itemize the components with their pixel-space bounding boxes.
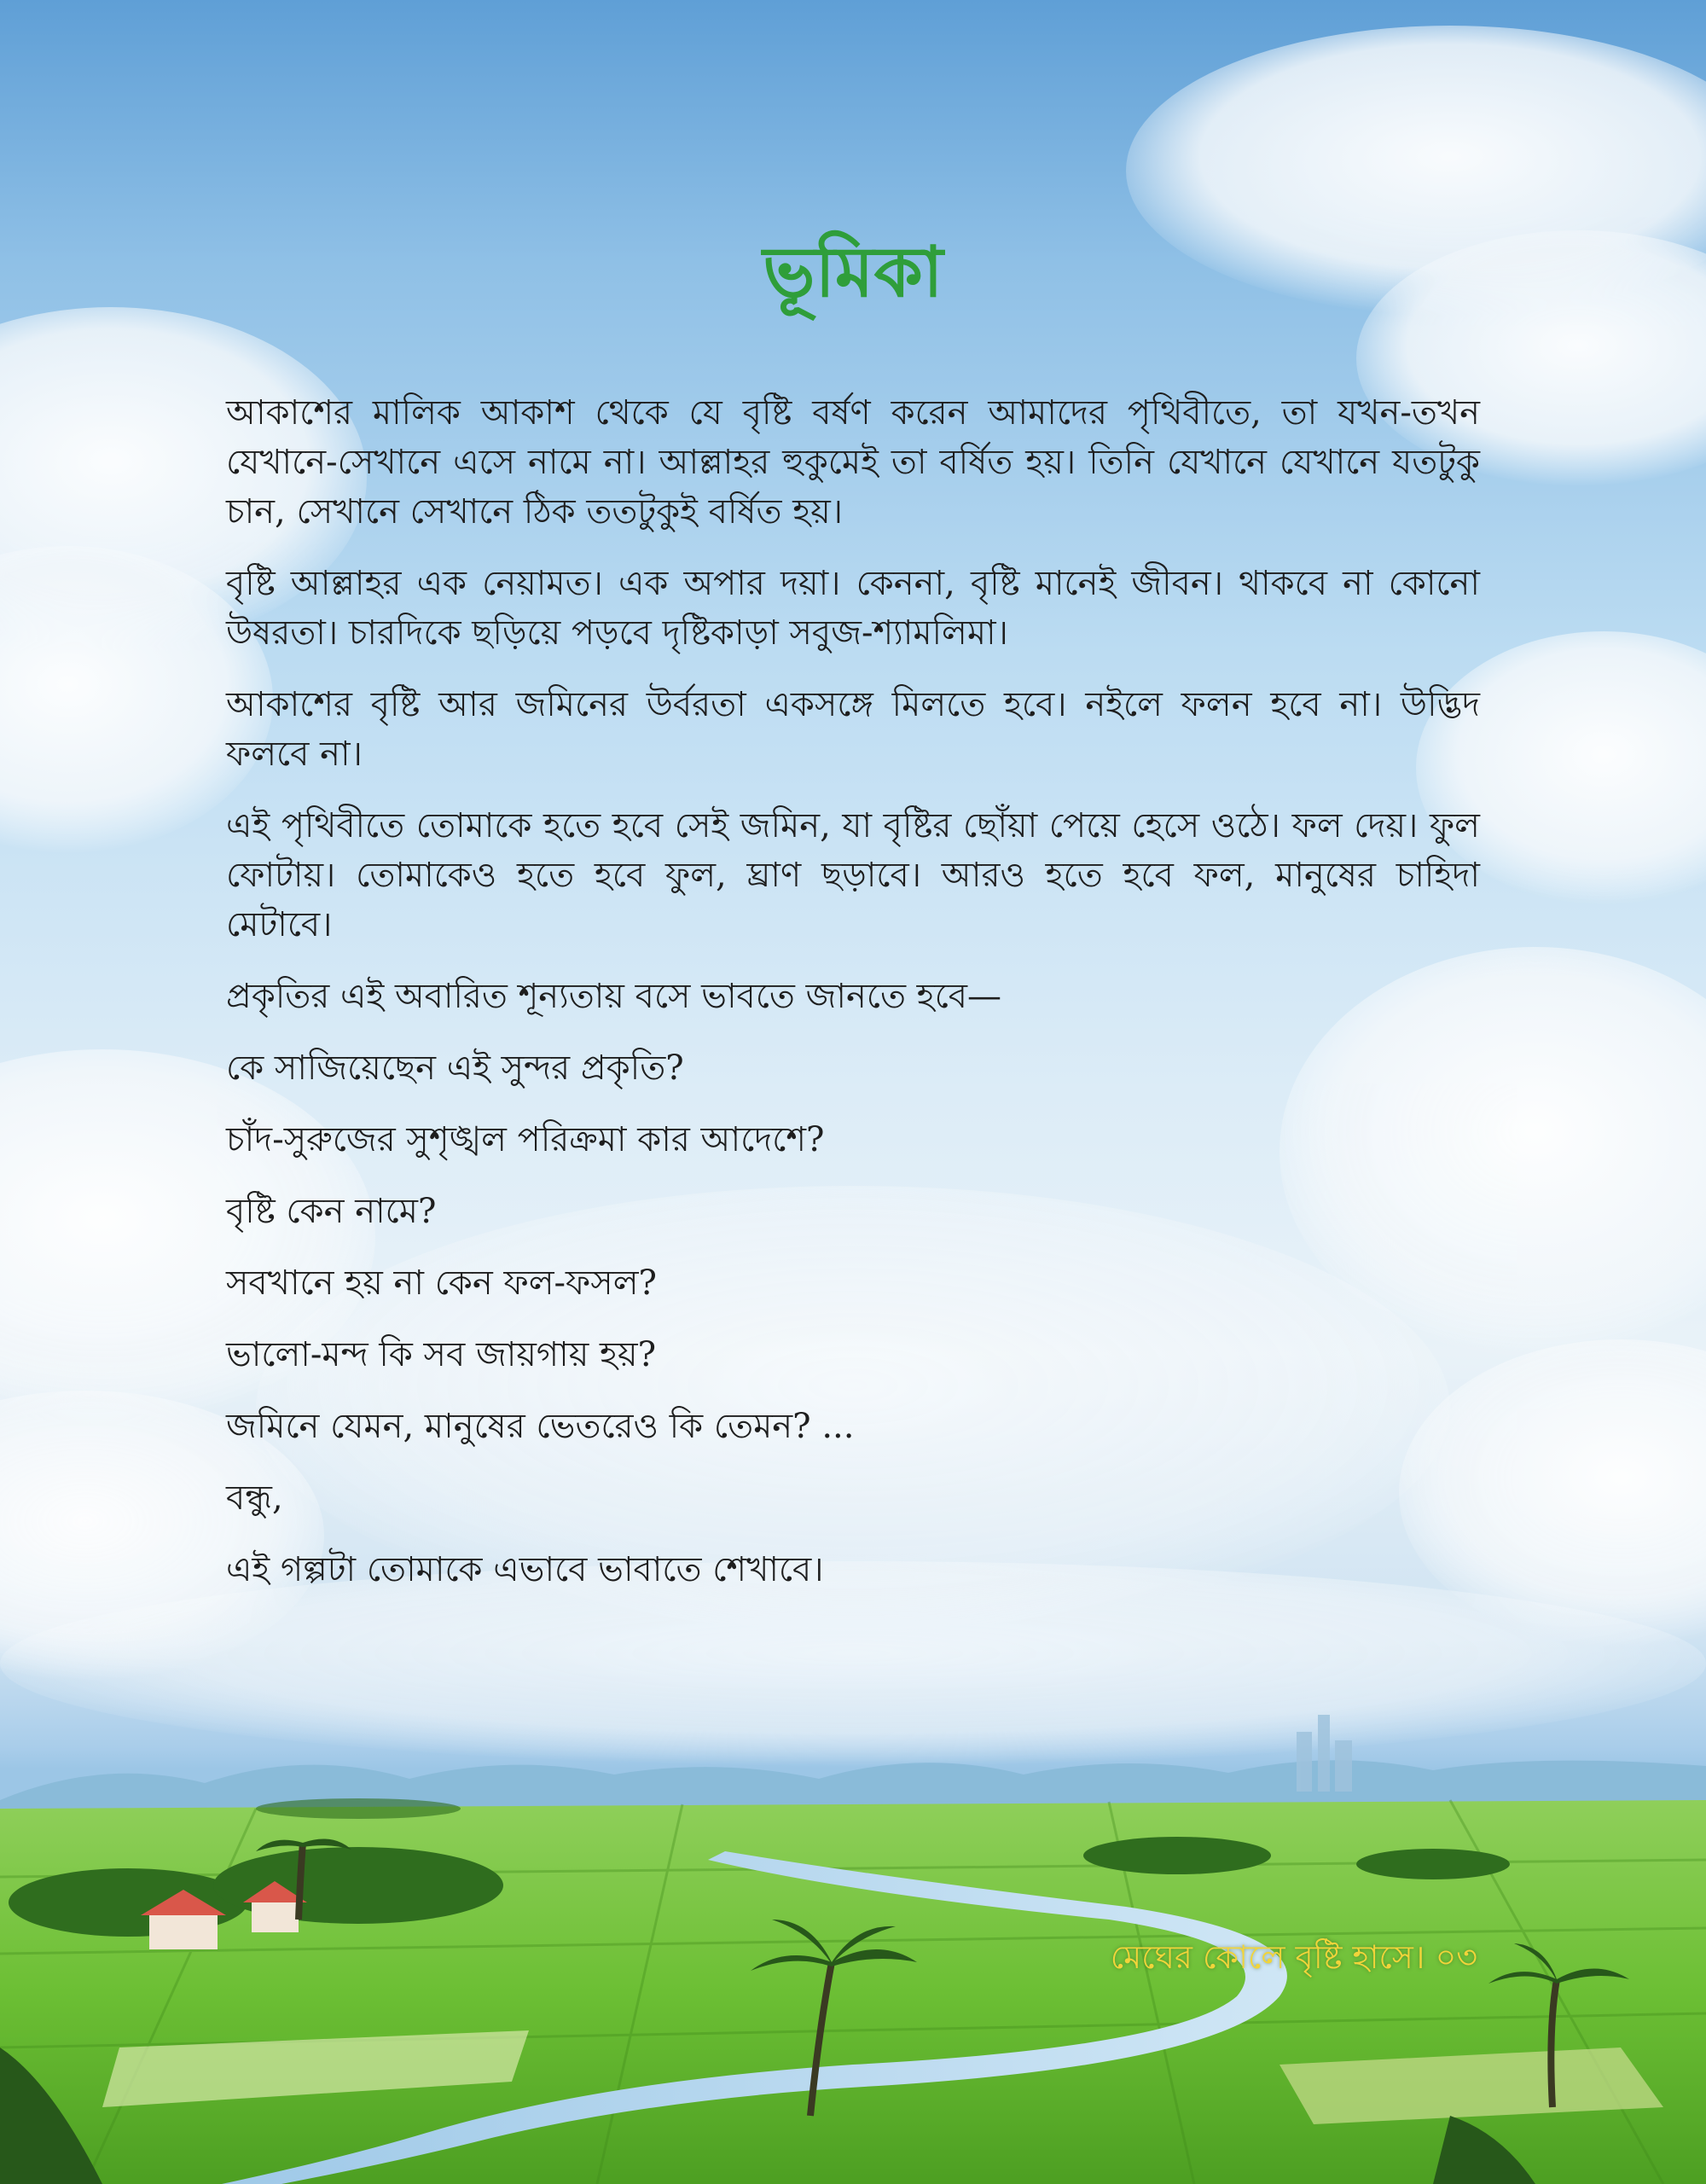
intro-body bbox=[226, 388, 1480, 1617]
paragraph-1: আকাশের মালিক আকাশ থেকে যে বৃষ্টি বর্ষণ করেন আমাদের পৃথিবীতে, তা যখন-তখন যেখানে-সেখানে এসে নামে না। আল্লাহর হুকুমেই তা বর্ষিত হয়। তিনি যেখানে যেখানে যতটুকু চান, সেখানে সেখানে ঠিক ততটুকুই বর্ষিত হয়। bbox=[226, 393, 1480, 531]
line-4: বৃষ্টি কেন নামে? bbox=[226, 1192, 437, 1231]
line-1: প্রকৃতির এই অবারিত শূন্যতায় বসে ভাবতে জানতে হবে— bbox=[226, 977, 1002, 1016]
line-6: ভালো-মন্দ কি সব জায়গায় হয়? bbox=[226, 1335, 657, 1374]
line-9: এই গল্পটা তোমাকে এভাবে ভাবাতে শেখাবে। bbox=[226, 1550, 824, 1589]
line-5: সবখানে হয় না কেন ফল-ফসল? bbox=[226, 1263, 657, 1303]
paragraph-3: আকাশের বৃষ্টি আর জমিনের উর্বরতা একসঙ্গে মিলতে হবে। নইলে ফলন হবে না। উদ্ভিদ ফলবে না। bbox=[226, 685, 1480, 774]
paragraph-4: এই পৃথিবীতে তোমাকে হতে হবে সেই জমিন, যা বৃষ্টির ছোঁয়া পেয়ে হেসে ওঠে। ফল দেয়। ফুল ফোটায়। তোমাকেও হতে হবে ফুল, ঘ্রাণ ছড়াবে। আরও হতে হবে ফল, মানুষের চাহিদা মেটাবে। bbox=[226, 806, 1480, 944]
line-2: কে সাজিয়েছেন এই সুন্দর প্রকৃতি? bbox=[226, 1048, 684, 1088]
line-3: চাঁদ-সুরুজের সুশৃঙ্খল পরিক্রমা কার আদেশে? bbox=[226, 1120, 825, 1159]
page-title: ভূমিকা bbox=[763, 231, 943, 313]
paragraph-2: বৃষ্টি আল্লাহর এক নেয়ামত। এক অপার দয়া। কেননা, বৃষ্টি মানেই জীবন। থাকবে না কোনো উষরতা। চারদিকে ছড়িয়ে পড়বে দৃষ্টিকাড়া সবুজ-শ্যামলিমা। bbox=[226, 564, 1480, 653]
line-7: জমিনে যেমন, মানুষের ভেতরেও কি তেমন? ... bbox=[226, 1407, 855, 1446]
line-8: বন্ধু, bbox=[226, 1478, 283, 1518]
page-footer: মেঘের কোলে বৃষ্টি হাসে। ০৩ bbox=[1110, 1938, 1477, 1976]
